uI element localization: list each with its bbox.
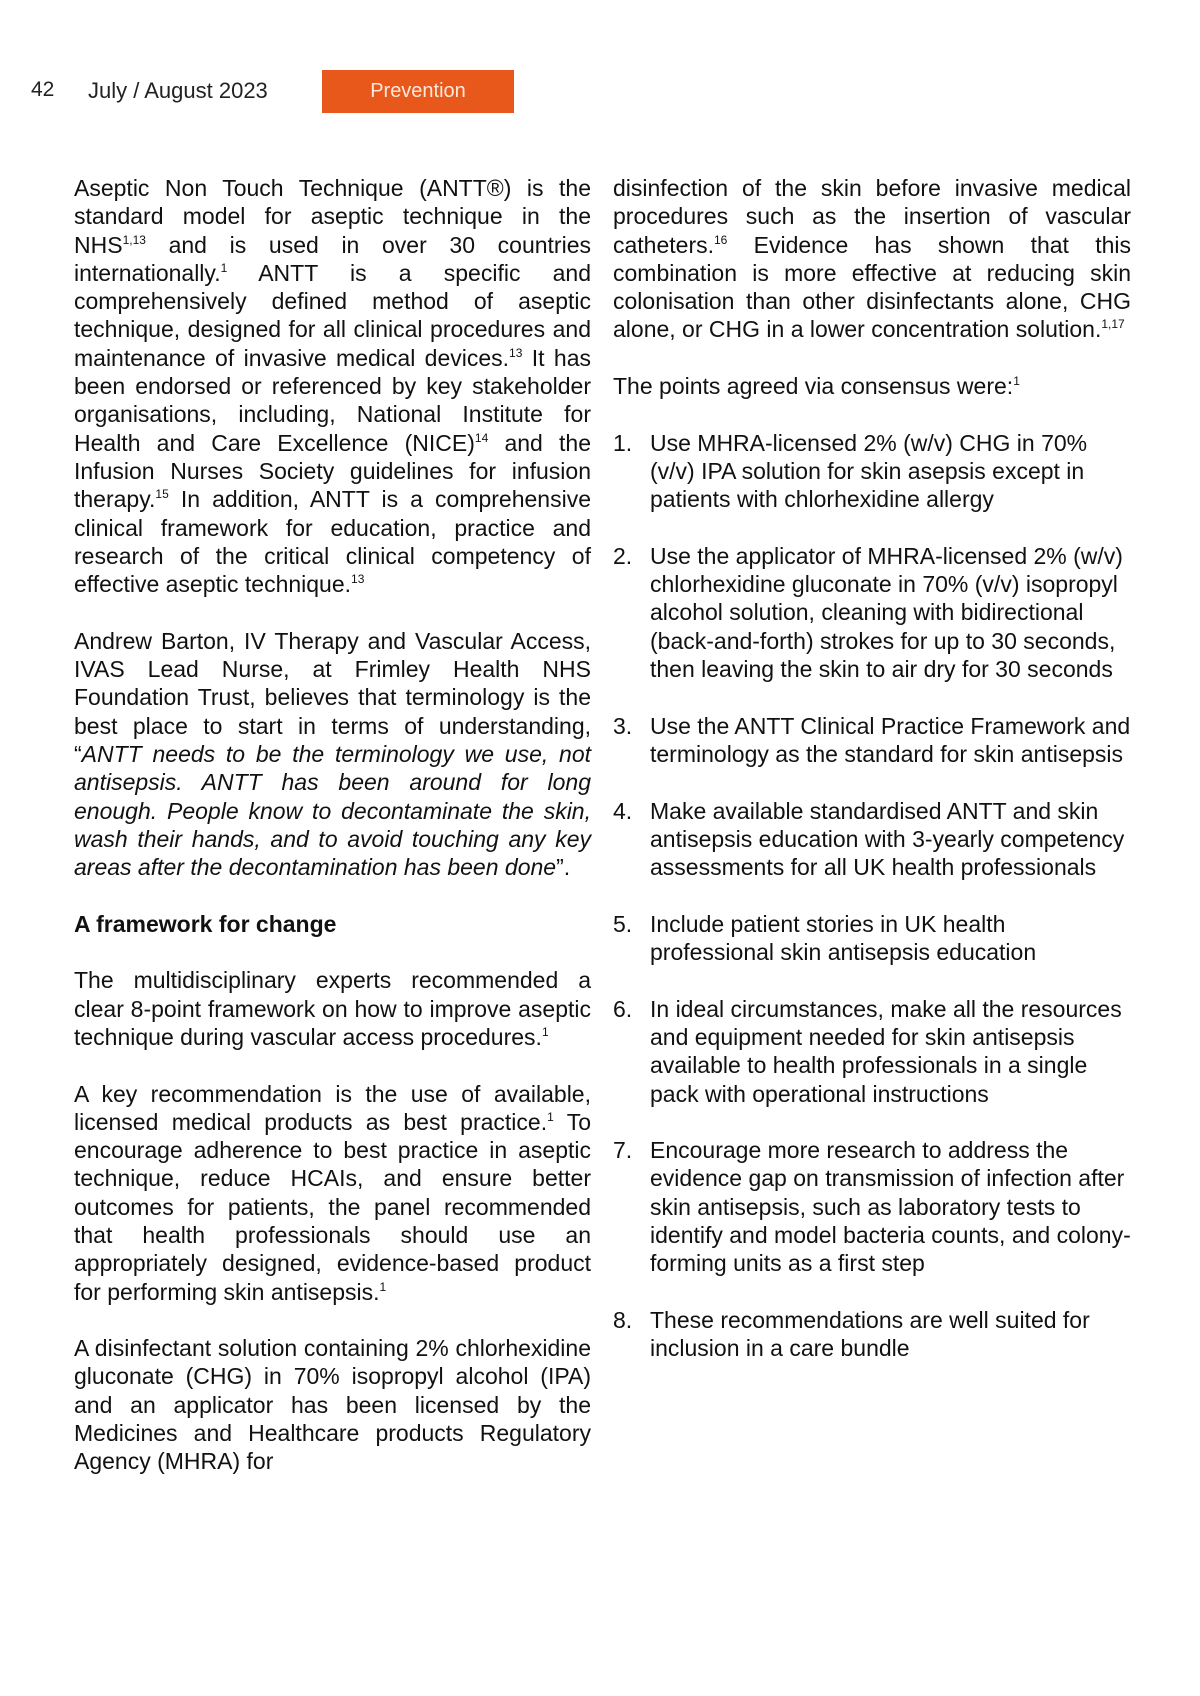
list-number: 6. xyxy=(613,995,633,1022)
list-item: 3. Use the ANTT Clinical Practice Framework and terminology as the standard for skin antisepsis xyxy=(613,712,1131,767)
citation: 15 xyxy=(155,487,169,502)
issue-date: July / August 2023 xyxy=(88,78,268,103)
recommendation-paragraph: A key recommendation is the use of available, licensed medical products as best practice.$^1$ To encourage adherence to best practice in aseptic technique, reduce HCAIs, and ensure better outcomes for patients, the panel recommended that health professionals should use an appropriately designed, evidence-based product for performing skin antisepsis.$^1$ xyxy=(74,1080,591,1305)
citation: 13 xyxy=(509,345,523,360)
continuation-paragraph: disinfection of the skin before invasive medical procedures such as the insertion of vascular catheters.$^{16}$ Evidence has shown that this combination is more effective at reducing skin colonisation than other disinfectants alone, CHG alone, or CHG in a lower concentration solution.$^{1,17}$ xyxy=(613,175,1131,343)
citation: 1 xyxy=(541,1024,549,1039)
consensus-intro: The points agreed via consensus were:$^1$ xyxy=(613,373,1020,400)
list-number: 5. xyxy=(613,910,633,937)
pull-quote: ANTT needs to be the terminology we use, not antisepsis. ANTT has been around for long enough. People know to decontaminate the skin, wash their hands, and to avoid touching any key areas after the decontamination has been done xyxy=(74,740,591,881)
consensus-points-list xyxy=(613,429,1131,1363)
disinfectant-paragraph: A disinfectant solution containing 2% chlorhexidine gluconate (CHG) in 70% isopropyl alcohol (IPA) and an applicator has been licensed by the Medicines and Healthcare products Regulatory Agency (MHRA) for xyxy=(74,1335,591,1475)
citation: 1,17 xyxy=(1101,317,1125,332)
quote-paragraph: Andrew Barton, IV Therapy and Vascular Access, IVAS Lead Nurse, at Frimley Health NHS Foundation Trust, believes that terminology is the best place to start in terms of understanding, “ANTT needs to be the terminology we use, not antisepsis. ANTT has been around for long enough. People know to decontaminate the skin, wash their hands, and to avoid touching any key areas after the decontamination has been done”. xyxy=(74,627,591,881)
list-number: 2. xyxy=(613,542,633,569)
list-item: 2. Use the applicator of MHRA-licensed 2% (w/v) chlorhexidine gluconate in 70% (v/v) isopropyl alcohol solution, cleaning with bidirectional (back-and-forth) strokes for up to 30 seconds, then leaving the skin to air dry for 30 seconds xyxy=(613,542,1123,683)
list-item: 8. These recommendations are well suited for inclusion in a care bundle xyxy=(613,1306,1090,1362)
list-item: 7. Encourage more research to address the evidence gap on transmission of infection after skin antisepsis, such as laboratory tests to identify and model bacteria counts, and colony-forming units as a first step xyxy=(613,1137,1131,1277)
list-item: 6. In ideal circumstances, make all the resources and equipment needed for skin antisepsis available to health professionals in a single pack with operational instructions xyxy=(613,995,1122,1107)
framework-paragraph: The multidisciplinary experts recommended a clear 8-point framework on how to improve aseptic technique during vascular access procedures.$^1$ xyxy=(74,967,591,1050)
intro-paragraph: Aseptic Non Touch Technique (ANTT®) is the standard model for aseptic technique in the NHS$^{1,13}$ and is used in over 30 countries internationally.$^1$ ANTT is a specific and comprehensively defined method of aseptic technique, designed for all clinical procedures and maintenance of invasive medical devices.$^{13}$ It has been endorsed or referenced by key stakeholder organisations, including, National Institute for Health and Care Excellence (NICE)$^{14}$ and the Infusion Nurses Society guidelines for infusion therapy.$^{15}$ In addition, ANTT is a comprehensive clinical framework for education, practice and research of the critical clinical competency of effective aseptic technique.$^{13}$ xyxy=(74,175,591,598)
section-heading: A framework for change xyxy=(74,910,337,937)
section-badge: Prevention xyxy=(322,70,514,113)
list-item: 1. Use MHRA-licensed 2% (w/v) CHG in 70% (v/v) IPA solution for skin asepsis except in patients with chlorhexidine allergy xyxy=(613,429,1088,513)
page-header xyxy=(0,70,1200,114)
citation: 14 xyxy=(474,430,489,445)
list-number: 1. xyxy=(613,429,633,456)
list-item: 5. Include patient stories in UK health professional skin antisepsis education xyxy=(613,910,1037,966)
citation: 16 xyxy=(714,232,728,247)
citation: 1 xyxy=(1013,374,1020,389)
citation: 1 xyxy=(220,260,228,275)
citation: 1,13 xyxy=(122,232,146,247)
left-column xyxy=(74,174,591,1504)
citation: 1 xyxy=(547,1109,554,1124)
right-column xyxy=(613,174,1131,1391)
list-number: 8. xyxy=(613,1306,633,1333)
page-number: 42 xyxy=(31,78,55,101)
citation: 1 xyxy=(379,1279,387,1294)
list-number: 3. xyxy=(613,712,633,739)
list-number: 7. xyxy=(613,1137,633,1164)
list-number: 4. xyxy=(613,797,633,824)
list-item: 4. Make available standardised ANTT and skin antisepsis education with 3-yearly competency assessments for all UK health professionals xyxy=(613,797,1125,881)
citation: 13 xyxy=(351,572,365,587)
